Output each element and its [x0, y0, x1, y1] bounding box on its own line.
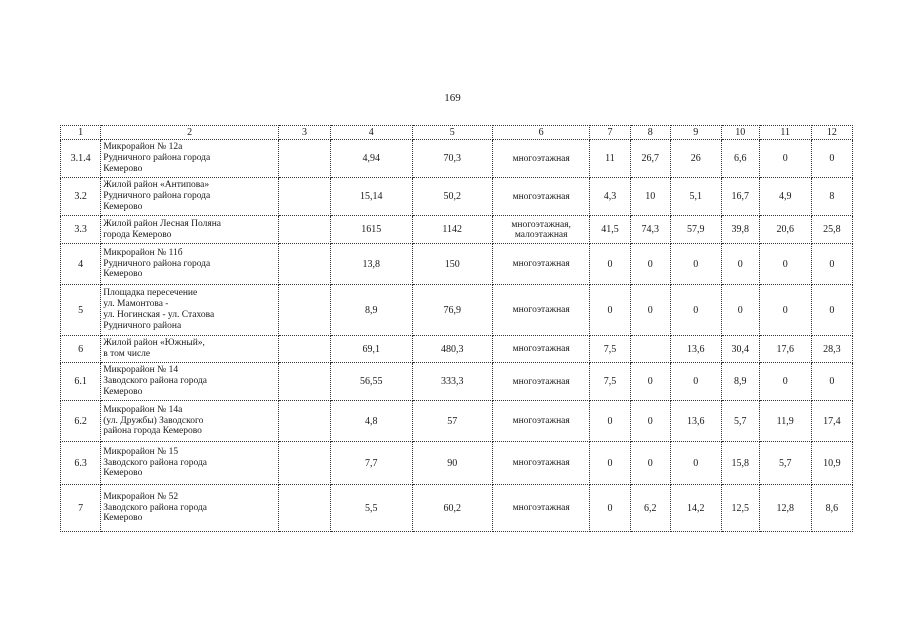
- building-type-line: многоэтажная: [512, 191, 570, 202]
- value-cell: 0: [721, 244, 759, 285]
- value-cell: [279, 442, 331, 485]
- column-header: 2: [101, 126, 279, 140]
- value-cell: 90: [412, 442, 492, 485]
- object-name-cell: [101, 401, 279, 442]
- object-name-line: в том числе: [103, 349, 151, 359]
- value-cell: [279, 485, 331, 532]
- value-cell: [279, 401, 331, 442]
- value-cell: 480,3: [412, 336, 492, 363]
- object-name-line: Микрорайон № 11б: [103, 247, 183, 258]
- building-type-cell: [492, 178, 589, 216]
- object-name-line: Кемерово: [103, 201, 143, 212]
- building-type-line: многоэтажная: [512, 376, 570, 387]
- value-cell: 39,8: [721, 216, 759, 244]
- data-table: [60, 125, 853, 532]
- row-number-cell: 6.1: [61, 363, 101, 401]
- value-cell: 0: [590, 442, 630, 485]
- object-name-line: ул. Ногинская - ул. Стахова: [103, 310, 215, 320]
- value-cell: 8: [811, 178, 852, 216]
- table-row: [61, 140, 853, 178]
- value-cell: 11,9: [759, 401, 811, 442]
- building-type-cell: [492, 485, 589, 532]
- value-cell: 15,14: [330, 178, 412, 216]
- header-row: [61, 126, 853, 140]
- building-type-cell: [492, 216, 589, 244]
- value-cell: 30,4: [721, 336, 759, 363]
- column-header: 10: [721, 126, 759, 140]
- value-cell: 60,2: [412, 485, 492, 532]
- object-name-cell: [101, 363, 279, 401]
- value-cell: 0: [670, 285, 721, 336]
- object-name-line: Рудничного района города: [103, 153, 211, 164]
- value-cell: 7,7: [330, 442, 412, 485]
- building-type-line: многоэтажная: [512, 503, 570, 513]
- column-header: 5: [412, 126, 492, 140]
- object-name-line: Жилой район «Антипова»: [103, 180, 210, 191]
- object-name-cell: [101, 336, 279, 363]
- value-cell: 10,9: [811, 442, 852, 485]
- building-type-line: многоэтажная: [512, 344, 570, 354]
- table-row: [61, 216, 853, 244]
- value-cell: [279, 178, 331, 216]
- object-name-line: Микрорайон № 12а: [103, 142, 183, 153]
- value-cell: [279, 285, 331, 336]
- value-cell: 26: [670, 140, 721, 178]
- value-cell: 0: [811, 363, 852, 401]
- building-type-cell: [492, 401, 589, 442]
- row-number-cell: 6: [61, 336, 101, 363]
- value-cell: 5,7: [721, 401, 759, 442]
- value-cell: 0: [590, 285, 630, 336]
- value-cell: 8,6: [811, 485, 852, 532]
- value-cell: 26,7: [630, 140, 670, 178]
- value-cell: 0: [759, 285, 811, 336]
- value-cell: 4,3: [590, 178, 630, 216]
- object-name-line: города Кемерово: [103, 229, 172, 240]
- object-name-cell: [101, 285, 279, 336]
- column-header: 4: [330, 126, 412, 140]
- value-cell: 14,2: [670, 485, 721, 532]
- value-cell: 17,4: [811, 401, 852, 442]
- value-cell: [279, 244, 331, 285]
- object-name-line: Заводского района города: [103, 457, 207, 468]
- value-cell: 0: [759, 363, 811, 401]
- value-cell: 150: [412, 244, 492, 285]
- value-cell: 10: [630, 178, 670, 216]
- object-name-line: Микрорайон № 14а: [103, 404, 183, 415]
- value-cell: 6,2: [630, 485, 670, 532]
- row-number-cell: 4: [61, 244, 101, 285]
- column-header: 8: [630, 126, 670, 140]
- column-header: 1: [61, 126, 101, 140]
- object-name-line: Рудничного района города: [103, 258, 211, 269]
- value-cell: 16,7: [721, 178, 759, 216]
- row-number-cell: 6.3: [61, 442, 101, 485]
- value-cell: 0: [590, 485, 630, 532]
- value-cell: [279, 216, 331, 244]
- object-name-line: Заводского района города: [103, 376, 207, 387]
- value-cell: 50,2: [412, 178, 492, 216]
- value-cell: 7,5: [590, 363, 630, 401]
- value-cell: 41,5: [590, 216, 630, 244]
- column-header: 12: [811, 126, 852, 140]
- table-row: [61, 401, 853, 442]
- value-cell: 0: [670, 244, 721, 285]
- value-cell: 0: [630, 442, 670, 485]
- building-type-cell: [492, 442, 589, 485]
- value-cell: 5,1: [670, 178, 721, 216]
- value-cell: 6,6: [721, 140, 759, 178]
- value-cell: 0: [590, 244, 630, 285]
- object-name-line: ул. Мамонтова -: [103, 299, 169, 310]
- value-cell: [279, 140, 331, 178]
- object-name-line: Жилой район Лесная Поляна: [103, 218, 222, 229]
- value-cell: 0: [759, 140, 811, 178]
- value-cell: 4,9: [759, 178, 811, 216]
- building-type-line: многоэтажная: [512, 458, 570, 468]
- value-cell: [630, 336, 670, 363]
- value-cell: 13,6: [670, 336, 721, 363]
- building-type-cell: [492, 285, 589, 336]
- value-cell: 13,8: [330, 244, 412, 285]
- object-name-line: Микрорайон № 14: [103, 365, 179, 376]
- value-cell: 8,9: [330, 285, 412, 336]
- value-cell: 0: [811, 244, 852, 285]
- object-name-line: (ул. Дружбы) Заводского: [103, 415, 204, 426]
- object-name-line: Микрорайон № 52: [103, 491, 179, 502]
- table-row: [61, 363, 853, 401]
- value-cell: 333,3: [412, 363, 492, 401]
- building-type-line: многоэтажная: [512, 416, 570, 426]
- building-type-line: малоэтажная: [514, 229, 568, 240]
- value-cell: 70,3: [412, 140, 492, 178]
- object-name-line: Заводского района города: [103, 502, 207, 513]
- building-type-cell: [492, 140, 589, 178]
- value-cell: 0: [670, 363, 721, 401]
- object-name-line: Кемерово: [103, 163, 143, 174]
- column-header: 6: [492, 126, 589, 140]
- value-cell: 1615: [330, 216, 412, 244]
- table-row: [61, 244, 853, 285]
- value-cell: 0: [590, 401, 630, 442]
- value-cell: [279, 363, 331, 401]
- object-name-line: Рудничного района города: [103, 191, 211, 202]
- value-cell: 0: [630, 244, 670, 285]
- value-cell: 15,8: [721, 442, 759, 485]
- value-cell: 0: [670, 442, 721, 485]
- object-name-cell: [101, 485, 279, 532]
- column-header: 11: [759, 126, 811, 140]
- value-cell: 4,94: [330, 140, 412, 178]
- object-name-line: Жилой район «Южный»,: [103, 338, 205, 349]
- table-row: [61, 485, 853, 532]
- column-header: 9: [670, 126, 721, 140]
- object-name-cell: [101, 442, 279, 485]
- object-name-line: Кемерово: [103, 468, 143, 479]
- building-type-cell: [492, 363, 589, 401]
- value-cell: 74,3: [630, 216, 670, 244]
- value-cell: 28,3: [811, 336, 852, 363]
- table-row: [61, 178, 853, 216]
- value-cell: 57: [412, 401, 492, 442]
- row-number-cell: 3.3: [61, 216, 101, 244]
- object-name-cell: [101, 216, 279, 244]
- value-cell: 4,8: [330, 401, 412, 442]
- value-cell: 0: [759, 244, 811, 285]
- building-type-line: многоэтажная,: [511, 219, 571, 230]
- row-number-cell: 3.2: [61, 178, 101, 216]
- building-type-line: многоэтажная: [512, 305, 570, 315]
- value-cell: 8,9: [721, 363, 759, 401]
- object-name-cell: [101, 178, 279, 216]
- table-row: [61, 336, 853, 363]
- object-name-line: района города Кемерово: [103, 426, 202, 437]
- value-cell: 0: [811, 285, 852, 336]
- row-number-cell: 6.2: [61, 401, 101, 442]
- value-cell: 13,6: [670, 401, 721, 442]
- object-name-line: Рудничного района: [103, 320, 182, 331]
- value-cell: 0: [630, 285, 670, 336]
- value-cell: 12,8: [759, 485, 811, 532]
- value-cell: 0: [721, 285, 759, 336]
- table-row: [61, 285, 853, 336]
- page-number: 169: [444, 92, 461, 104]
- row-number-cell: 3.1.4: [61, 140, 101, 178]
- value-cell: 1142: [412, 216, 492, 244]
- value-cell: 12,5: [721, 485, 759, 532]
- building-type-line: многоэтажная: [512, 259, 570, 269]
- object-name-line: Кемерово: [103, 513, 143, 524]
- value-cell: 5,7: [759, 442, 811, 485]
- value-cell: 57,9: [670, 216, 721, 244]
- value-cell: 20,6: [759, 216, 811, 244]
- building-type-cell: [492, 244, 589, 285]
- row-number-cell: 5: [61, 285, 101, 336]
- object-name-line: Кемерово: [103, 386, 143, 397]
- value-cell: 0: [630, 401, 670, 442]
- value-cell: 5,5: [330, 485, 412, 532]
- object-name-line: Площадка пересечение: [103, 288, 198, 299]
- column-header: 3: [279, 126, 331, 140]
- object-name-cell: [101, 140, 279, 178]
- value-cell: [279, 336, 331, 363]
- object-name-cell: [101, 244, 279, 285]
- value-cell: 76,9: [412, 285, 492, 336]
- column-header: 7: [590, 126, 630, 140]
- object-name-line: Кемерово: [103, 269, 143, 280]
- building-type-cell: [492, 336, 589, 363]
- value-cell: 0: [630, 363, 670, 401]
- table-row: [61, 442, 853, 485]
- value-cell: 25,8: [811, 216, 852, 244]
- row-number-cell: 7: [61, 485, 101, 532]
- value-cell: 69,1: [330, 336, 412, 363]
- value-cell: 11: [590, 140, 630, 178]
- value-cell: 56,55: [330, 363, 412, 401]
- value-cell: 0: [811, 140, 852, 178]
- value-cell: 7,5: [590, 336, 630, 363]
- value-cell: 17,6: [759, 336, 811, 363]
- building-type-line: многоэтажная: [512, 153, 570, 164]
- object-name-line: Микрорайон № 15: [103, 446, 179, 457]
